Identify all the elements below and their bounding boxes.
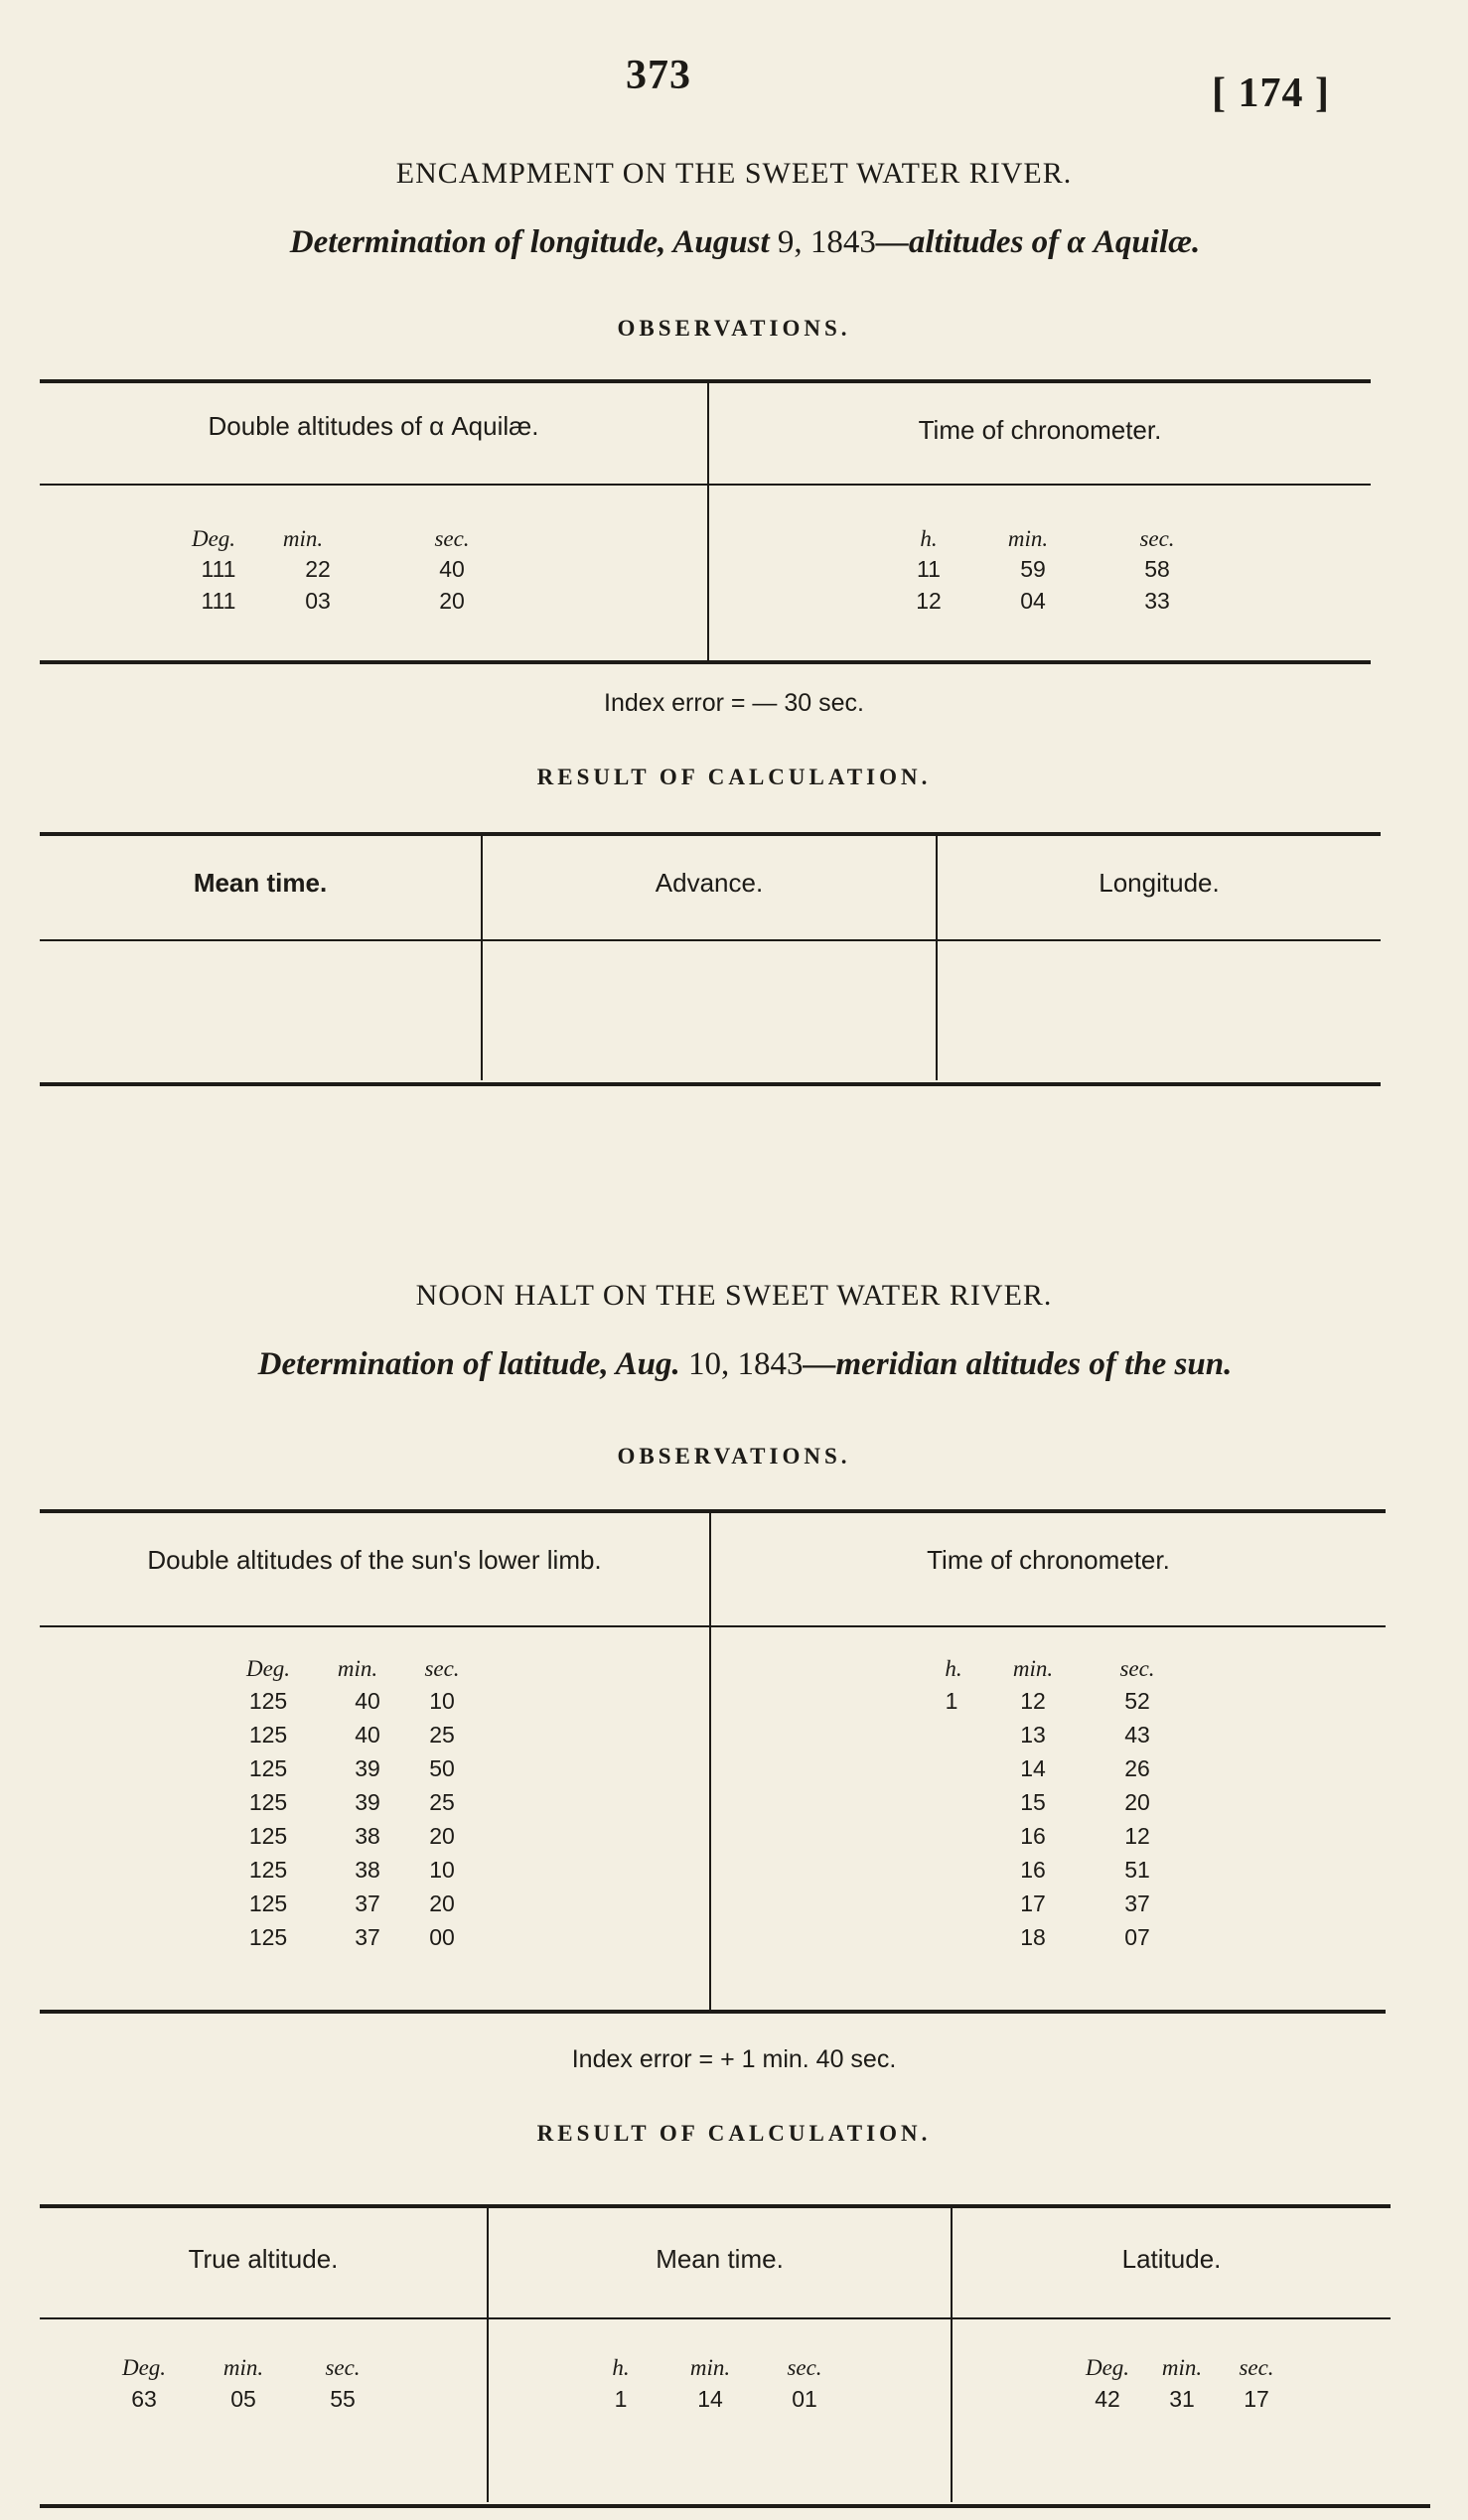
table-rule	[40, 939, 1381, 941]
column-header-double-altitudes: Double altitudes of α Aquilæ.	[208, 411, 539, 441]
unit-min: min.	[689, 2355, 731, 2380]
cell-min: 22	[305, 556, 331, 582]
section2-result-label: RESULT OF CALCULATION.	[536, 2121, 932, 2146]
cell-min: 40	[355, 1688, 380, 1714]
true-altitude-min: 05	[230, 2386, 256, 2412]
cell-deg: 125	[248, 1823, 288, 1849]
section2-index-error: Index error = + 1 min. 40 sec.	[571, 2045, 897, 2073]
column-header-chronometer: Time of chronometer.	[918, 415, 1162, 445]
cell-min: 40	[355, 1722, 380, 1748]
cell-min: 59	[1020, 556, 1046, 582]
unit-min: min.	[1161, 2355, 1203, 2380]
cell-deg: 125	[248, 1755, 288, 1781]
cell-sec: 20	[1124, 1789, 1150, 1815]
cell-min: 38	[355, 1857, 380, 1883]
cell-sec: 51	[1124, 1857, 1150, 1883]
unit-min: min.	[282, 526, 324, 551]
section2-subheading: Determination of latitude, Aug. 10, 1843—meridian altitudes of the sun.	[257, 1346, 1233, 1382]
cell-min: 14	[1020, 1755, 1046, 1781]
cell-deg: 125	[248, 1924, 288, 1950]
table-rule	[40, 832, 1381, 836]
column-header-mean-time: Mean time.	[193, 868, 328, 898]
latitude-min: 31	[1169, 2386, 1195, 2412]
section2-heading: NOON HALT ON THE SWEET WATER RIVER.	[415, 1279, 1053, 1312]
cell-sec: 10	[429, 1857, 455, 1883]
cell-sec: 58	[1144, 556, 1170, 582]
mean-time-h: 1	[614, 2386, 628, 2412]
cell-min: 12	[1020, 1688, 1046, 1714]
section1-result-label: RESULT OF CALCULATION.	[536, 765, 932, 789]
table-rule	[40, 1509, 1386, 1513]
cell-deg: 111	[201, 588, 236, 614]
table-rule	[40, 2010, 1386, 2014]
cell-sec: 20	[439, 588, 465, 614]
cell-min: 03	[305, 588, 331, 614]
true-altitude-sec: 55	[330, 2386, 356, 2412]
table-rule	[40, 1625, 1386, 1627]
cell-sec: 25	[429, 1722, 455, 1748]
unit-deg: Deg.	[121, 2355, 167, 2380]
mean-time-min: 14	[697, 2386, 723, 2412]
cell-deg: 125	[248, 1688, 288, 1714]
cell-h: 1	[945, 1688, 958, 1714]
cell-min: 04	[1020, 588, 1046, 614]
latitude-deg: 42	[1095, 2386, 1120, 2412]
unit-min: min.	[1007, 526, 1049, 551]
cell-deg: 125	[248, 1789, 288, 1815]
cell-sec: 10	[429, 1688, 455, 1714]
unit-sec: sec.	[1239, 2355, 1274, 2380]
unit-h: h.	[945, 1656, 962, 1681]
cell-deg: 125	[248, 1857, 288, 1883]
column-header-true-altitude: True altitude.	[188, 2244, 339, 2274]
cell-min: 13	[1020, 1722, 1046, 1748]
unit-sec: sec.	[424, 1656, 460, 1681]
cell-min: 16	[1020, 1823, 1046, 1849]
cell-h: 11	[917, 556, 941, 582]
document-page-number: [ 174 ]	[1212, 70, 1330, 116]
cell-sec: 25	[429, 1789, 455, 1815]
column-header-chronometer: Time of chronometer.	[927, 1545, 1170, 1575]
cell-min: 37	[355, 1890, 380, 1916]
unit-h: h.	[612, 2355, 630, 2380]
section1-observations-label: OBSERVATIONS.	[617, 316, 851, 341]
unit-min: min.	[222, 2355, 264, 2380]
column-header-double-altitudes-sun: Double altitudes of the sun's lower limb.	[147, 1545, 602, 1575]
cell-sec: 50	[429, 1755, 455, 1781]
cell-sec: 07	[1124, 1924, 1150, 1950]
unit-deg: Deg.	[1085, 2355, 1130, 2380]
unit-deg: Deg.	[191, 526, 236, 551]
unit-sec: sec.	[1119, 1656, 1155, 1681]
cell-sec: 37	[1124, 1890, 1150, 1916]
cell-sec: 20	[429, 1890, 455, 1916]
unit-min: min.	[337, 1656, 378, 1681]
cell-min: 16	[1020, 1857, 1046, 1883]
cell-sec: 12	[1124, 1823, 1150, 1849]
cell-sec: 00	[429, 1924, 455, 1950]
unit-sec: sec.	[325, 2355, 361, 2380]
column-header-longitude: Longitude.	[1099, 868, 1220, 898]
section2-observations-label: OBSERVATIONS.	[617, 1444, 851, 1469]
cell-min: 17	[1020, 1890, 1046, 1916]
cell-min: 37	[355, 1924, 380, 1950]
cell-deg: 111	[201, 556, 236, 582]
cell-h: 12	[916, 588, 942, 614]
source-page-number: 373	[626, 53, 691, 98]
unit-deg: Deg.	[245, 1656, 291, 1681]
latitude-sec: 17	[1244, 2386, 1269, 2412]
table-rule	[40, 2204, 1391, 2208]
table-rule	[40, 1082, 1381, 1086]
cell-sec: 20	[429, 1823, 455, 1849]
cell-sec: 43	[1124, 1722, 1150, 1748]
unit-sec: sec.	[1139, 526, 1175, 551]
table-rule	[40, 2504, 1430, 2508]
unit-min: min.	[1012, 1656, 1054, 1681]
table-rule	[40, 379, 1371, 383]
cell-min: 38	[355, 1823, 380, 1849]
unit-h: h.	[920, 526, 938, 551]
unit-sec: sec.	[787, 2355, 822, 2380]
table-rule	[40, 484, 1371, 486]
column-divider	[709, 1509, 711, 2011]
cell-deg: 125	[248, 1890, 288, 1916]
column-header-latitude: Latitude.	[1121, 2244, 1222, 2274]
cell-min: 18	[1020, 1924, 1046, 1950]
column-header-advance: Advance.	[655, 868, 764, 898]
section1-heading: ENCAMPMENT ON THE SWEET WATER RIVER.	[395, 157, 1073, 190]
true-altitude-deg: 63	[131, 2386, 157, 2412]
cell-sec: 26	[1124, 1755, 1150, 1781]
table-rule	[40, 2317, 1391, 2319]
column-header-mean-time: Mean time.	[656, 2244, 784, 2274]
cell-sec: 33	[1144, 588, 1170, 614]
cell-min: 39	[355, 1755, 380, 1781]
cell-sec: 52	[1124, 1688, 1150, 1714]
mean-time-sec: 01	[792, 2386, 817, 2412]
cell-sec: 40	[439, 556, 465, 582]
unit-sec: sec.	[434, 526, 470, 551]
cell-min: 39	[355, 1789, 380, 1815]
section1-index-error: Index error = — 30 sec.	[604, 689, 864, 717]
section1-subheading: Determination of longitude, August 9, 1843—altitudes of α Aquilæ.	[289, 224, 1201, 260]
cell-deg: 125	[248, 1722, 288, 1748]
table-rule	[40, 660, 1371, 664]
cell-min: 15	[1020, 1789, 1046, 1815]
